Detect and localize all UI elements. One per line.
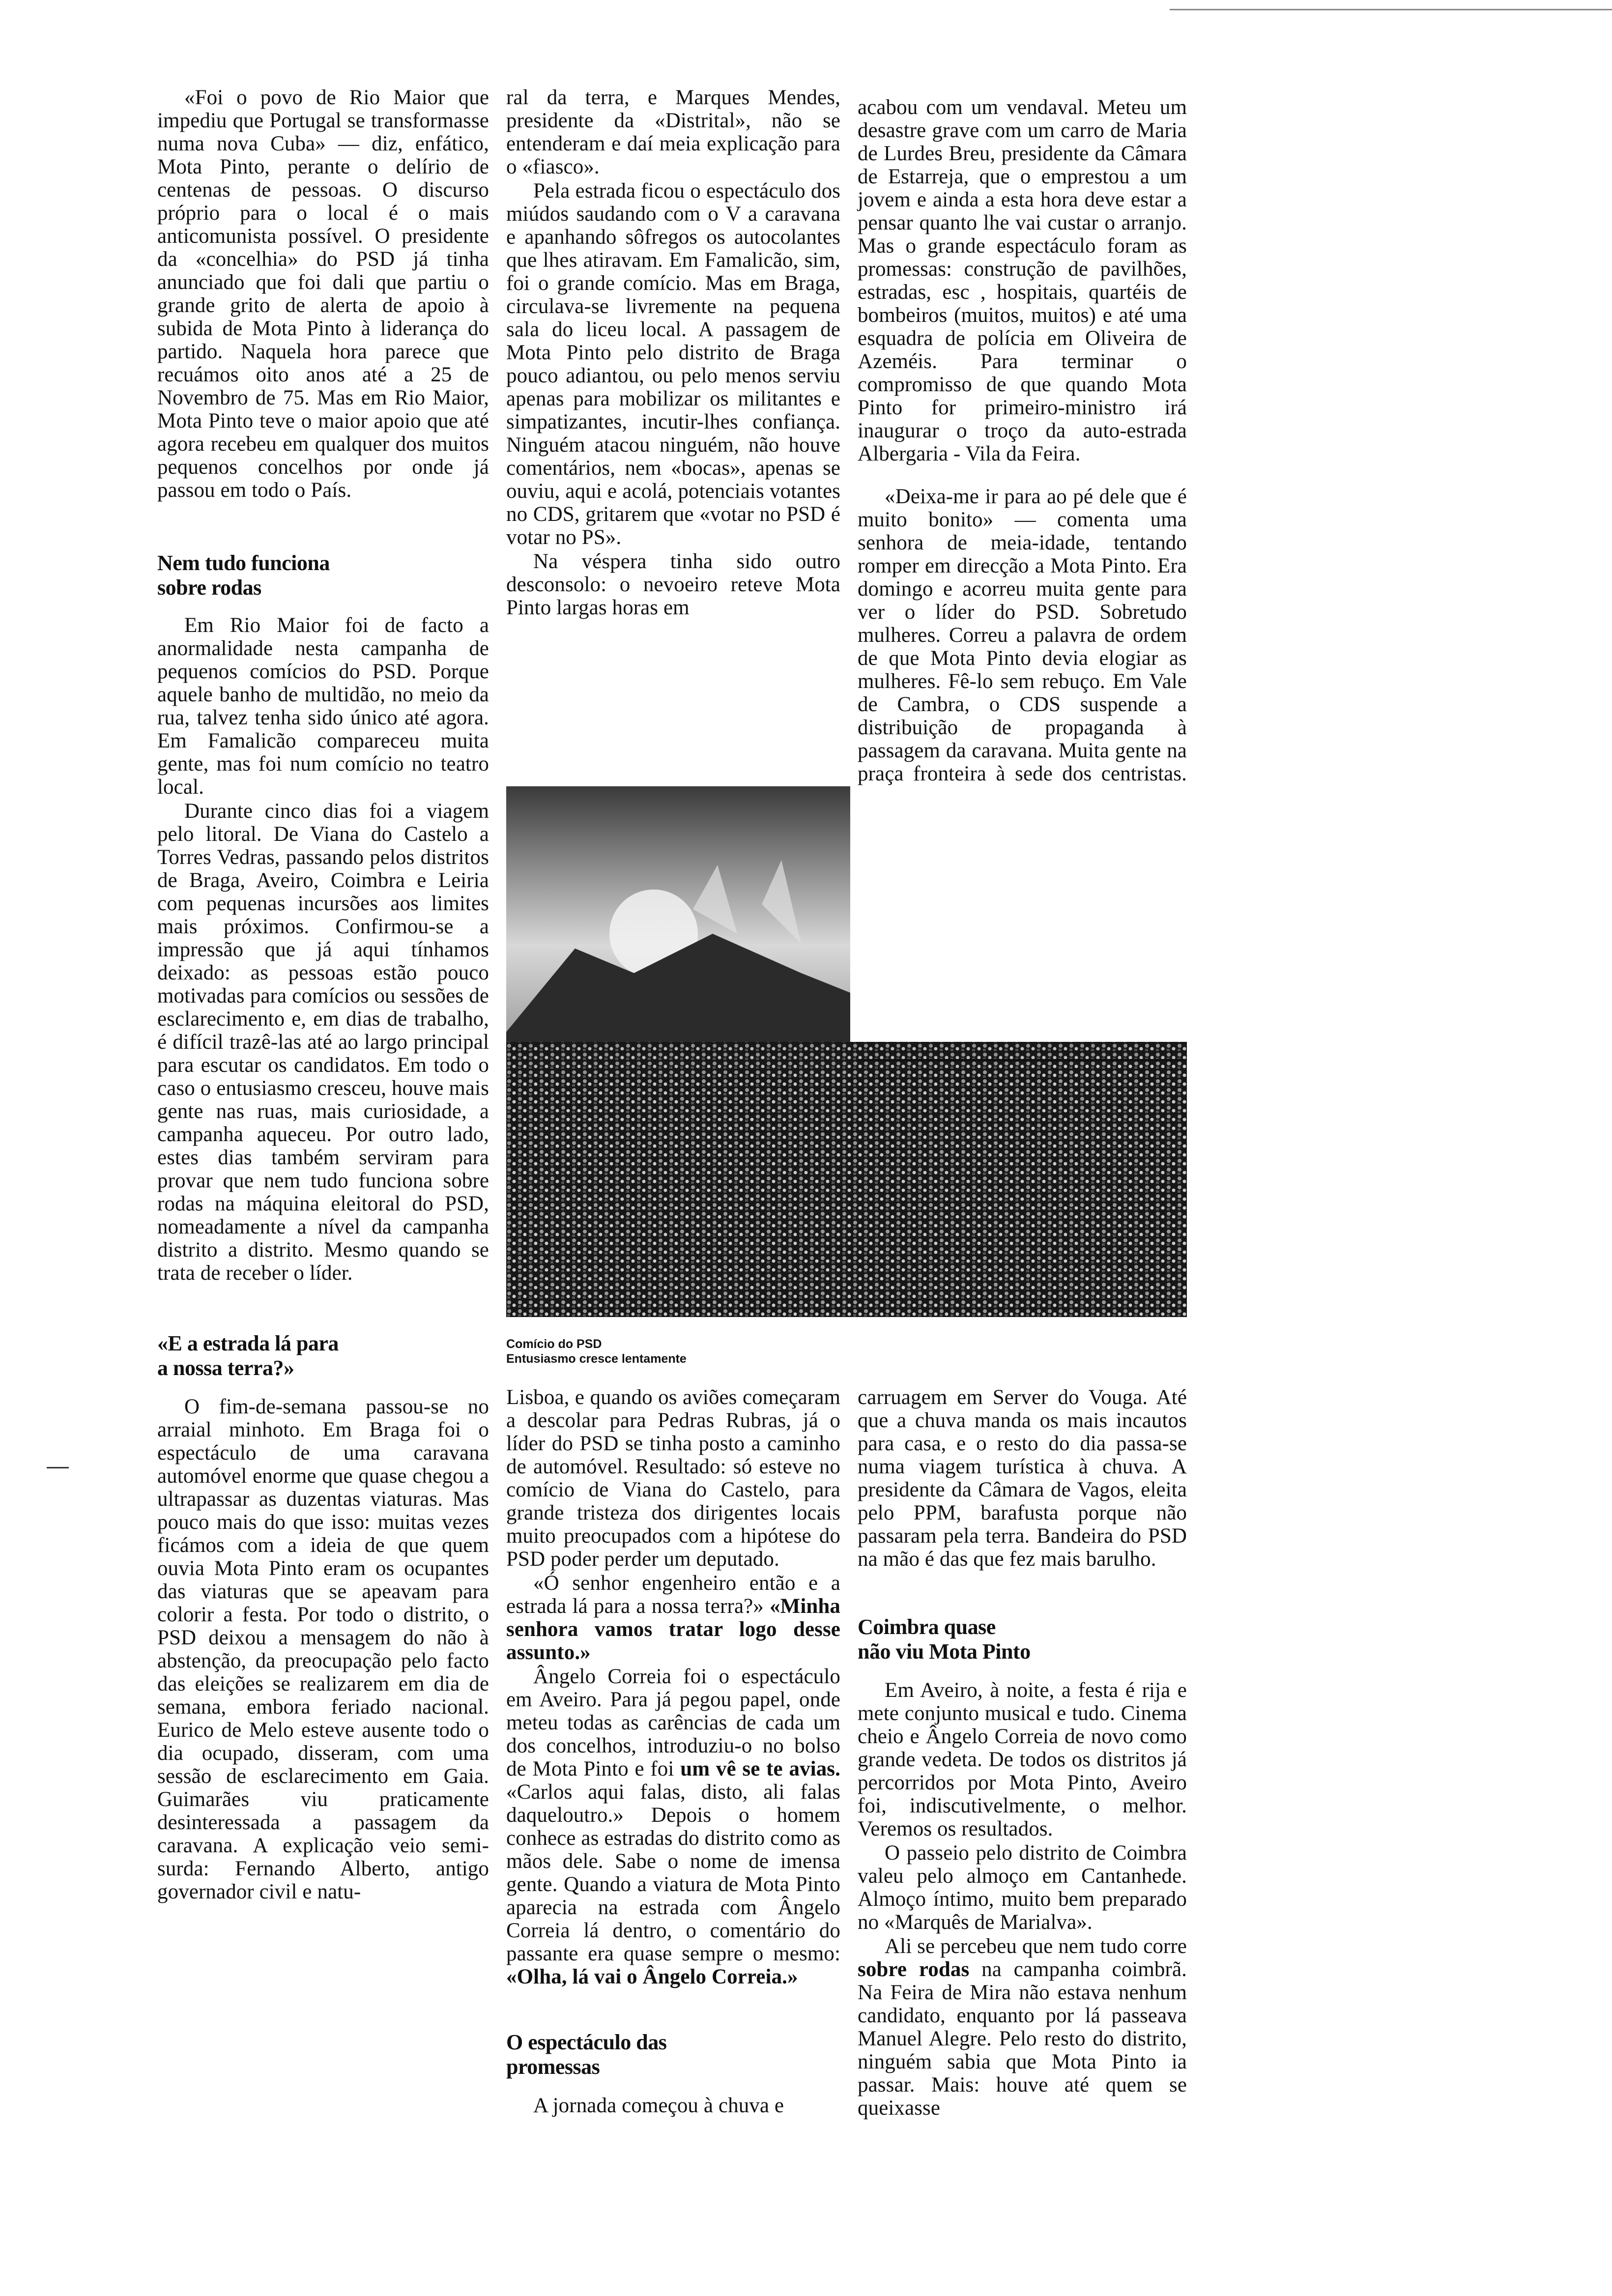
- caption-title: Comício do PSD: [506, 1337, 602, 1351]
- text-run: Ali se percebeu que nem tudo corre: [885, 1935, 1187, 1958]
- column-3-bottom: [858, 1386, 1187, 2120]
- text-run: na campanha coimbrã. Na Feira de Mira não estava nenhum candidato, enquanto por lá passeava Manuel Alegre. Pelo resto do distrito, ninguém sabia que Mota Pinto ia passar. Mais: houve até quem se queixasse: [858, 1958, 1187, 2120]
- section-heading: [157, 1331, 489, 1380]
- heading-line: promessas: [506, 2055, 600, 2079]
- text-run: «Carlos aqui falas, disto, ali falas daqueloutro.» Depois o homem conhece as estradas do distrito como as mãos dele. Sabe o nome de imensa gente. Quando a viatura de Mota Pinto aparecia na estrada com Ângelo Correia lá dentro, o comentário do passante era quase sempre o mesmo:: [506, 1780, 840, 1965]
- heading-line: a nossa terra?»: [157, 1356, 294, 1380]
- column-1: [157, 86, 489, 1903]
- paragraph: «Deixa-me ir para ao pé dele que é muito bonito» — comenta uma senhora de meia-idade, tentando romper em direcção a Mota Pinto. Era domingo e acorreu muita gente para ver o líder do PSD. Sobretudo mulheres. Correu a palavra de ordem de que Mota Pinto devia elogiar as mulheres. Fê-lo sem rebuço. Em Vale de Cambra, o CDS suspende a distribuição de propaganda à passagem da caravana. Muita gente na praça fronteira à sede dos centristas.: [858, 485, 1187, 785]
- photo-caption: [506, 1337, 850, 1366]
- bold-phrase: sobre rodas: [858, 1958, 970, 1981]
- section-heading: [858, 1615, 1187, 1664]
- paragraph: «Foi o povo de Rio Maior que impediu que Portugal se transformasse numa nova Cuba» — diz, enfático, Mota Pinto, perante o delírio de centenas de pessoas. O discurso próprio para o local é o mais anticomunista possível. O presidente da «concelhia» do PSD já tinha anunciado que foi dali que partiu o grande grito de alerta de apoio à subida de Mota Pinto à liderança do partido. Naquela hora parece que recuámos oito anos até a 25 de Novembro de 75. Mas em Rio Maior, Mota Pinto teve o maior apoio que até agora recebeu em qualquer dos muitos pequenos concelhos por onde já passou em todo o País.: [157, 86, 489, 502]
- section-heading: [157, 551, 489, 600]
- paragraph: Em Aveiro, à noite, a festa é rija e mete conjunto musical e tudo. Cinema cheio e Ângelo Correia de novo como grande vedeta. De todos os distritos já percorridos por Mota Pinto, Aveiro foi, indiscutivelmente, o melhor. Veremos os resultados.: [858, 1679, 1187, 1840]
- paragraph: Durante cinco dias foi a viagem pelo litoral. De Viana do Castelo a Torres Vedras, passando pelos distritos de Braga, Aveiro, Coimbra e Leiria com pequenas incursões aos limites mais próximos. Confirmou-se a impressão que já aqui tínhamos deixado: as pessoas estão pouco motivadas para comícios ou sessões de esclarecimento e, em dias de trabalho, é difícil trazê-las até ao largo principal para escutar os candidatos. Em todo o caso o entusiasmo cresceu, houve mais gente nas ruas, mais curiosidade, a campanha aqueceu. Por outro lado, estes dias também serviram para provar que nem tudo funciona sobre rodas na máquina eleitoral do PSD, nomeadamente a nível da campanha distrito a distrito. Mesmo quando se trata de receber o líder.: [157, 800, 489, 1285]
- column-2-bottom: [506, 1386, 840, 2117]
- paragraph: A jornada começou à chuva e: [533, 2094, 784, 2117]
- paragraph: [506, 1665, 840, 1988]
- column-3-top: [858, 96, 1187, 855]
- paragraph: acabou com um vendaval. Meteu um desastre grave com um carro de Maria de Lurdes Breu, presidente da Câmara de Estarreja, que o emprestou a um jovem e ainda a esta hora deve estar a pensar quanto lhe vai custar o arranjo. Mas o grande espectáculo foram as promessas: construção de pavilhões, estradas, esc , hospitais, quartéis de bombeiros (muitos, muitos) e até uma esquadra de polícia em Oliveira de Azeméis. Para terminar o compromisso de que quando Mota Pinto for primeiro-ministro irá inaugurar o troço da auto-estrada Albergaria - Vila da Feira.: [858, 96, 1187, 465]
- paragraph: ral da terra, e Marques Mendes, presidente da «Distrital», não se entenderam e daí meia explicação para o «fiasco».: [506, 86, 840, 178]
- paragraph: Na véspera tinha sido outro desconsolo: o nevoeiro reteve Mota Pinto largas horas em: [506, 550, 840, 619]
- column-rule: [858, 1059, 1187, 1061]
- paragraph: [858, 1935, 1187, 2120]
- heading-line: O espectáculo das: [506, 2030, 667, 2054]
- margin-mark: [47, 1467, 69, 1468]
- bold-phrase: um vê se te avias.: [680, 1757, 840, 1780]
- paragraph: [506, 1572, 840, 1664]
- crowd-photo-graphic: [506, 786, 1187, 1317]
- bold-phrase: «Olha, lá vai o Ângelo Correia.»: [506, 1965, 798, 1988]
- paragraph: Pela estrada ficou o espectáculo dos miúdos saudando com o V a caravana e apanhando sôfregos os autocolantes que lhes atiravam. Em Famalicão, sim, foi o grande comício. Mas em Braga, circulava-se livremente na pequena sala do liceu local. A passagem de Mota Pinto pelo distrito de Braga pouco adiantou, ou pelo menos serviu apenas para mobilizar os militantes e simpatizantes, incutir-lhes confiança. Ninguém atacou ninguém, não houve comentários, nem «bocas», apenas se ouviu, aqui e acolá, potenciais votantes no CDS, gritarem que «votar no PSD é votar no PS».: [506, 179, 840, 549]
- top-border-line: [1170, 9, 1612, 10]
- caption-subtitle: Entusiasmo cresce lentamente: [506, 1352, 687, 1366]
- section-heading: [506, 2030, 840, 2079]
- quote-reply: «Minha senhora vamos tratar logo desse assunto.»: [506, 1595, 840, 1664]
- paragraph: O passeio pelo distrito de Coimbra valeu pelo almoço em Cantanhede. Almoço íntimo, muito bem preparado no «Marquês de Marialva».: [858, 1841, 1187, 1934]
- paragraph: Em Rio Maior foi de facto a anormalidade nesta campanha de pequenos comícios do PSD. Porque aquele banho de multidão, no meio da rua, talvez tenha sido único até agora. Em Famalicão compareceu muita gente, mas foi num comício no teatro local.: [157, 614, 489, 799]
- heading-line: não viu Mota Pinto: [858, 1639, 1031, 1664]
- paragraph: Lisboa, e quando os aviões começaram a descolar para Pedras Rubras, já o líder do PSD se tinha posto a caminho de automóvel. Resultado: só esteve no comício de Viana do Castelo, para grande tristeza dos dirigentes locais muito preocupados com a hipótese do PSD poder perder um deputado.: [506, 1386, 840, 1571]
- heading-line: Coimbra quase: [858, 1615, 996, 1639]
- paragraph: carruagem em Server do Vouga. Até que a chuva manda os mais incautos para casa, e o resto do dia passa-se numa viagem turística à chuva. A presidente da Câmara de Vagos, eleita pelo PPM, barafusta porque não passaram pela terra. Bandeira do PSD na mão é das que fez mais barulho.: [858, 1386, 1187, 1571]
- heading-line: «E a estrada lá para: [157, 1331, 339, 1355]
- heading-line: sobre rodas: [157, 575, 261, 600]
- rally-photo: [506, 786, 1187, 1317]
- quote-text: «Ó senhor engenheiro então e a estrada lá para a nossa terra?»: [506, 1572, 840, 1618]
- column-2-top: [506, 86, 840, 619]
- heading-line: Nem tudo funciona: [157, 551, 330, 575]
- text-run: Ângelo Correia foi o espectáculo em Aveiro. Para já pegou papel, onde meteu todas as carências de cada um dos concelhos, introduziu-o no bolso de Mota Pinto e foi: [506, 1665, 840, 1780]
- paragraph: O fim-de-semana passou-se no arraial minhoto. Em Braga foi o espectáculo de uma caravana automóvel enorme que quase chegou a ultrapassar as duzentas viaturas. Mas pouco mais do que isso: muitas vezes ficámos com a ideia de que quem ouvia Mota Pinto eram os ocupantes das viaturas que se apeavam para colorir a festa. Por todo o distrito, o PSD deixou a mensagem do não à abstenção, da preocupação pelo facto das eleições se realizarem em dia de semana, embora feriado nacional. Eurico de Melo esteve ausente todo o dia ocupado, disseram, com uma sessão de esclarecimento em Gaia. Guimarães viu praticamente desinteressada a passagem da caravana. A explicação veio semi-surda: Fernando Alberto, antigo governador civil e natu-: [157, 1395, 489, 1903]
